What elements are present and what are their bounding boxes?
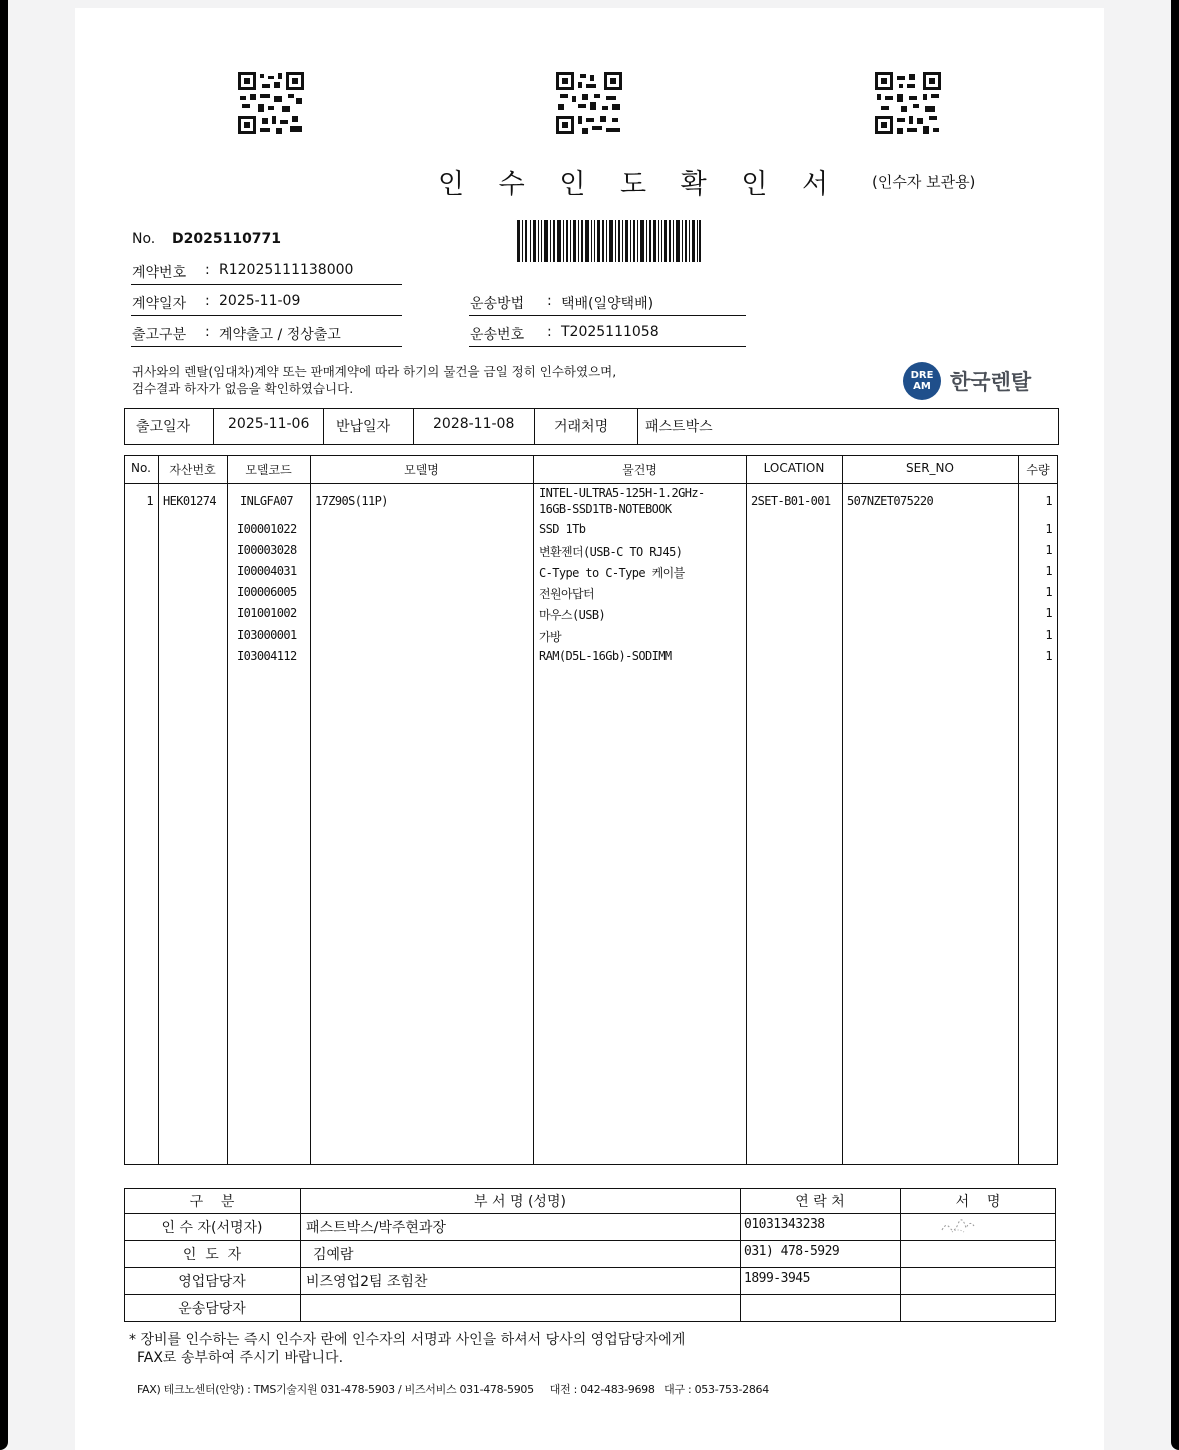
divider	[124, 1213, 1056, 1214]
release-type-label: 출고구분	[132, 327, 187, 343]
row-item-name-cont: 16GB-SSD1TB-NOTEBOOK	[539, 502, 672, 516]
barcode	[517, 220, 701, 262]
colon: :	[205, 324, 210, 340]
contract-date-label: 계약일자	[132, 296, 187, 312]
row-qty: 1	[1045, 585, 1052, 599]
row-model-code: I00001022	[237, 522, 297, 536]
document-title: 인 수 인 도 확 인 서	[438, 169, 842, 200]
fax-contacts: FAX) 테크노센터(안양) : TMS기술지원 031-478-5903 / 비즈서비스 031-478-5905 대전 : 042-483-9698 대구 : 053-753-2864	[137, 1383, 769, 1396]
row-qty: 1	[1045, 564, 1052, 578]
sign-header-dept: 부 서 명 (성명)	[474, 1194, 566, 1210]
company-logo-icon: DRE AM	[903, 362, 941, 400]
sales-contact: 1899-3945	[744, 1271, 810, 1286]
row-model-name: 17Z90S(11P)	[315, 494, 388, 508]
qr-code-center	[556, 72, 622, 134]
client-label: 거래처명	[554, 419, 609, 435]
client-name: 패스트박스	[645, 419, 713, 435]
row-model-code: INLGFA07	[240, 494, 293, 508]
col-header-model-code: 모델코드	[245, 463, 292, 477]
underline	[131, 284, 402, 285]
header-divider	[124, 483, 1058, 484]
ship-method-label: 운송방법	[470, 296, 525, 312]
row-qty: 1	[1045, 606, 1052, 620]
doc-no: D2025110771	[172, 231, 282, 247]
colon: :	[205, 293, 210, 309]
divider	[323, 408, 324, 445]
divider	[158, 455, 159, 1165]
items-table	[124, 455, 1058, 1165]
receiver-role: 인 수 자(서명자)	[161, 1220, 263, 1236]
divider	[637, 408, 638, 445]
col-header-serial: SER_NO	[906, 461, 954, 475]
colon: :	[547, 293, 552, 309]
return-date-label: 반납일자	[336, 419, 391, 435]
ship-method: 택배(일양택배)	[561, 296, 654, 312]
row-location: 2SET-B01-001	[751, 494, 831, 508]
release-date-label: 출고일자	[136, 419, 191, 435]
screen-edge-left	[0, 0, 8, 1450]
ship-no-label: 운송번호	[470, 327, 525, 343]
row-qty: 1	[1045, 543, 1052, 557]
col-header-no: No.	[131, 461, 151, 475]
col-header-model-name: 모델명	[404, 463, 439, 477]
deliverer-contact: 031) 478-5929	[744, 1244, 840, 1259]
row-item-name: 전원아답터	[539, 587, 594, 601]
doc-no-label: No.	[132, 231, 156, 247]
underline	[469, 315, 746, 316]
notice-line-2: 검수결과 하자가 없음을 확인하였습니다.	[132, 381, 354, 396]
row-qty: 1	[1045, 649, 1052, 663]
screen-edge-right	[1171, 0, 1179, 1450]
row-item-name: 마우스(USB)	[539, 608, 606, 622]
row-item-name: INTEL-ULTRA5-125H-1.2GHz-	[539, 486, 705, 500]
row-model-code: I00004031	[237, 564, 297, 578]
release-date: 2025-11-06	[228, 416, 310, 432]
row-item-name: 변환젠더(USB-C TO RJ45)	[539, 545, 683, 559]
receiver-contact: 01031343238	[744, 1217, 825, 1232]
row-no: 1	[146, 494, 153, 508]
divider	[227, 455, 228, 1165]
row-qty: 1	[1045, 494, 1052, 508]
colon: :	[547, 324, 552, 340]
row-model-code: I03000001	[237, 628, 297, 642]
divider	[1018, 455, 1019, 1165]
footer-note-2: FAX로 송부하여 주시기 바랍니다.	[137, 1350, 344, 1366]
notice-line-1: 귀사와의 렌탈(임대차)계약 또는 판매계약에 따라 하기의 물건을 금일 정히 인수하였으며,	[132, 364, 617, 379]
sales-name: 비즈영업2팀 조힘찬	[306, 1274, 428, 1290]
divider	[746, 455, 747, 1165]
qr-code-right	[875, 72, 941, 134]
shipping-role: 운송담당자	[178, 1301, 246, 1317]
row-model-code: I03004112	[237, 649, 297, 663]
underline	[469, 346, 746, 347]
release-type: 계약출고 / 정상출고	[219, 327, 341, 343]
qr-code-left	[238, 72, 304, 134]
signature-mark-icon	[938, 1216, 978, 1236]
contract-no-label: 계약번호	[132, 265, 187, 281]
underline	[131, 346, 402, 347]
col-header-asset-no: 자산번호	[169, 463, 216, 477]
divider	[124, 1240, 1056, 1241]
row-model-code: I01001002	[237, 606, 297, 620]
row-item-name: RAM(D5L-16Gb)-SODIMM	[539, 649, 672, 663]
divider	[310, 455, 311, 1165]
receiver-name: 패스트박스/박주현과장	[306, 1220, 446, 1236]
divider	[124, 1294, 1056, 1295]
row-serial: 507NZET075220	[847, 494, 934, 508]
divider	[842, 455, 843, 1165]
divider	[124, 1267, 1056, 1268]
footer-note-1: * 장비를 인수하는 즉시 인수자 란에 인수자의 서명과 사인을 하셔서 당사의 영업담당자에게	[129, 1332, 686, 1348]
row-item-name: SSD 1Tb	[539, 522, 586, 536]
row-model-code: I00003028	[237, 543, 297, 557]
contract-date: 2025-11-09	[219, 293, 301, 309]
deliverer-name: 김예람	[313, 1247, 354, 1263]
contract-no: R12025111138000	[219, 262, 354, 278]
row-asset-no: HEK01274	[163, 494, 216, 508]
row-item-name: C-Type to C-Type 케이블	[539, 566, 685, 580]
ship-no: T2025111058	[561, 324, 659, 340]
row-item-name: 가방	[539, 630, 561, 644]
return-date: 2028-11-08	[433, 416, 515, 432]
company-name: 한국렌탈	[950, 370, 1032, 394]
sales-role: 영업담당자	[178, 1274, 246, 1290]
row-qty: 1	[1045, 628, 1052, 642]
copy-label: (인수자 보관용)	[872, 173, 976, 191]
deliverer-role: 인 도 자	[182, 1247, 242, 1263]
divider	[213, 408, 214, 445]
divider	[534, 408, 535, 445]
sign-header-category: 구 분	[189, 1194, 235, 1210]
col-header-item-name: 물건명	[622, 463, 657, 477]
row-model-code: I00006005	[237, 585, 297, 599]
sign-header-contact: 연 락 처	[795, 1194, 845, 1210]
col-header-location: LOCATION	[763, 461, 825, 475]
row-qty: 1	[1045, 522, 1052, 536]
divider	[533, 455, 534, 1165]
colon: :	[205, 262, 210, 278]
sign-header-signature: 서 명	[955, 1194, 1001, 1210]
col-header-qty: 수량	[1026, 463, 1050, 477]
divider	[413, 408, 414, 445]
underline	[131, 315, 402, 316]
